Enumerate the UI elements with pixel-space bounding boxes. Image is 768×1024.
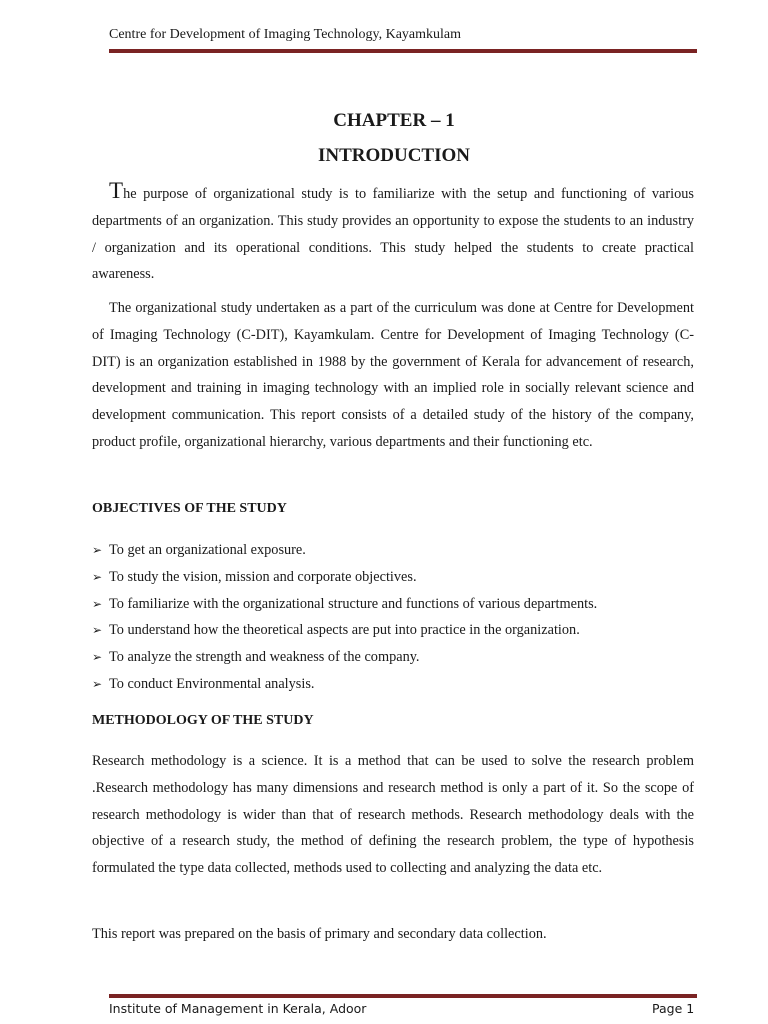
arrow-bullet-icon: ➢: [92, 676, 103, 691]
drop-cap: T: [109, 178, 124, 203]
intro-paragraph-1: [92, 178, 694, 288]
methodology-heading: METHODOLOGY OF THE STUDY: [92, 713, 314, 728]
arrow-bullet-icon: ➢: [92, 543, 103, 557]
page-header-title: Centre for Development of Imaging Technology, Kayamkulam: [109, 27, 462, 42]
methodology-paragraph-1: Research methodology is a science. It is a method that can be used to solve the research problem .Research methodology has many dimensions and research method is only a part of it. So the scope of research methodology is wider than that of research methods. Research methodology deals with the objective of a research study, the method of defining the research problem, the type of hypothesis formulated the type data collected, methods used to collecting and analyzing the data etc.: [92, 753, 694, 877]
arrow-bullet-icon: ➢: [92, 569, 103, 584]
list-item: ➢ To understand how the theoretical aspects are put into practice in the organization.: [92, 617, 597, 644]
objectives-heading: OBJECTIVES OF THE STUDY: [92, 501, 287, 516]
chapter-number: CHAPTER – 1: [333, 110, 455, 131]
list-item: ➢ To study the vision, mission and corporate objectives.: [92, 564, 597, 591]
intro-paragraph-1-text: he purpose of organizational study is to familiarize with the setup and functioning of various departments of an organization. This study provides an opportunity to expose the students to an industry / organization and its operational conditions. This study helped the students to create practical awareness.: [92, 186, 694, 283]
page-footer-institute: Institute of Management in Kerala, Adoor: [109, 1001, 367, 1016]
header-rule: [109, 49, 697, 53]
objectives-list: [92, 537, 597, 698]
footer-rule: [109, 994, 697, 998]
intro-paragraph-2: The organizational study undertaken as a part of the curriculum was done at Centre for Development of Imaging Technology (C-DIT), Kayamkulam. Centre for Development of Imaging Technology (C-DIT) is an organization established in 1988 by the government of Kerala for advancement of research, development and training in imaging technology with an implied role in socially relevant science and development communication. This report consists of a detailed study of the history of the company, product profile, organizational hierarchy, various departments and their functioning etc.: [92, 300, 694, 450]
page-number: Page 1: [652, 1001, 695, 1016]
list-item: ➢ To familiarize with the organizational structure and functions of various departments.: [92, 591, 597, 618]
arrow-bullet-icon: ➢: [92, 623, 103, 638]
chapter-title: INTRODUCTION: [317, 145, 471, 166]
arrow-bullet-icon: ➢: [92, 596, 103, 611]
list-item: ➢ To analyze the strength and weakness of the company.: [92, 644, 597, 671]
list-item: ➢ To get an organizational exposure.: [92, 537, 597, 564]
methodology-paragraph-2: This report was prepared on the basis of primary and secondary data collection.: [92, 926, 547, 942]
list-item: ➢ To conduct Environmental analysis.: [92, 671, 597, 698]
arrow-bullet-icon: ➢: [92, 650, 103, 665]
